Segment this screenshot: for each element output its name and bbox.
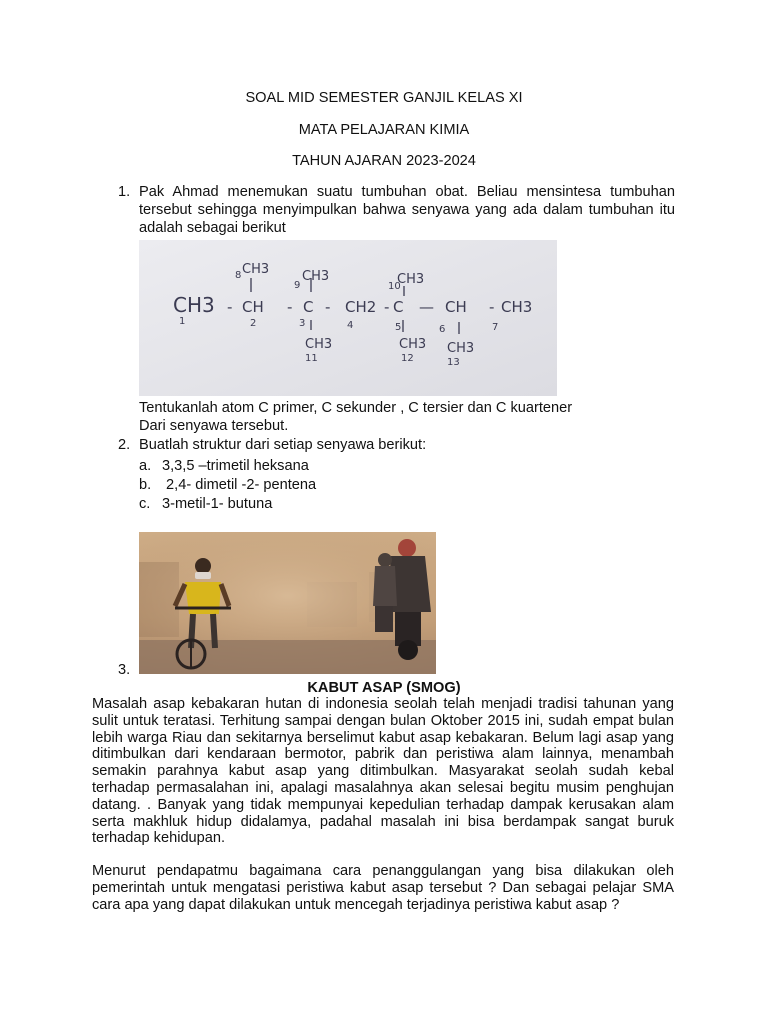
chain-token: CH3: [173, 293, 215, 317]
carbon-number: 8: [235, 270, 242, 281]
chain-token: CH: [242, 298, 264, 316]
question-3-number: 3.: [118, 662, 131, 678]
carbon-number: 10: [388, 281, 401, 292]
chain-token: C: [303, 298, 314, 316]
question-1-text: Pak Ahmad menemukan suatu tumbuhan obat. Beliau mensintesa tumbuhan tersebut sehingga menyimpulkan bahwa senyawa yang ada dalam tumbuhan itu adalah sebagai berikut: [139, 184, 675, 236]
question-2-text: Buatlah struktur dari setiap senyawa berikut:: [139, 437, 427, 453]
question-2-item-b-marker: b.: [139, 477, 152, 493]
question-2-item-c: 3-metil-1- butuna: [162, 496, 273, 512]
question-1-number: 1.: [118, 184, 131, 200]
question-1-instruction: Tentukanlah atom C primer, C sekunder , C tersier dan C kuartener: [139, 400, 573, 416]
bottom-methyl: CH3: [399, 337, 427, 352]
smog-street-scene: [139, 532, 436, 674]
carbon-number: 2: [250, 318, 257, 329]
smog-photo: [139, 532, 436, 674]
exam-title: SOAL MID SEMESTER GANJIL KELAS XI: [245, 90, 523, 106]
carbon-number: 13: [447, 357, 460, 368]
carbon-number: 5: [395, 322, 402, 333]
chain-token: —: [419, 298, 434, 316]
chain-token: C: [393, 298, 404, 316]
academic-year: TAHUN AJARAN 2023-2024: [292, 153, 476, 169]
bottom-methyl: CH3: [305, 337, 333, 352]
bottom-methyl: CH3: [447, 341, 475, 356]
subject-title: MATA PELAJARAN KIMIA: [298, 122, 470, 138]
carbon-number: 12: [401, 353, 414, 364]
question-2-item-c-marker: c.: [139, 496, 151, 512]
top-methyl: CH3: [242, 262, 270, 277]
article-paragraph: Masalah asap kebakaran hutan di indonesia seolah telah menjadi tradisi tahunan yang sulit untuk teratasi. Terhitung sampai dengan bulan Oktober 2015 ini, sudah empat bulan lebih warga Riau dan sekitarnya berselimut kabut asap kebakaran. Belum lagi asap yang ditimbulkan dari kendaraan bermotor, pabrik dan peristiwa alam lainnya, menambah semakin parahnya kabut asap yang ditimbulkan. Masyarakat seolah sudah kebal terhadap permasalahan ini, apalagi masalahnya akan selesai begitu musim penghujan datang. . Banyak yang tidak mempunyai kepedulian terhadap dampak kerusakan alam serta makhluk hidup didalamya, padahal masalah ini bisa berdampak sangat buruk terhadap kehidupan.: [92, 696, 674, 847]
chain-token: -: [287, 298, 293, 316]
carbon-number: 4: [347, 320, 354, 331]
chain-token: CH3: [501, 298, 533, 316]
question-3-prompt: Menurut pendapatmu bagaimana cara penanggulangan yang bisa dilakukan oleh pemerintah untuk mengatasi peristiwa kabut asap tersebut ? Dan sebagai pelajar SMA cara apa yang dapat dilakukan untuk mencegah terjadinya peristiwa kabut asap ?: [92, 863, 674, 913]
question-2-item-a-marker: a.: [139, 458, 152, 474]
question-2-number: 2.: [118, 437, 131, 453]
chain-token: -: [384, 298, 390, 316]
chemical-structure-image: [139, 240, 557, 396]
carbon-number: 9: [294, 280, 301, 291]
carbon-number: 1: [179, 316, 186, 327]
top-methyl: CH3: [397, 272, 425, 287]
carbon-number: 6: [439, 324, 446, 335]
chain-token: -: [227, 298, 233, 316]
chain-token: CH: [445, 298, 467, 316]
carbon-number: 11: [305, 353, 318, 364]
question-1-instruction-cont: Dari senyawa tersebut.: [139, 418, 289, 434]
question-2-item-b: 2,4- dimetil -2- pentena: [162, 477, 317, 493]
carbon-number: 3: [299, 318, 306, 329]
top-methyl: CH3: [302, 269, 330, 284]
chain-token: -: [489, 298, 495, 316]
carbon-number: 7: [492, 322, 499, 333]
handwritten-structure: [139, 240, 557, 396]
chain-token: -: [325, 298, 331, 316]
article-title: KABUT ASAP (SMOG): [307, 680, 461, 696]
question-2-item-a: 3,3,5 –trimetil heksana: [162, 458, 309, 474]
chain-token: CH2: [345, 298, 377, 316]
